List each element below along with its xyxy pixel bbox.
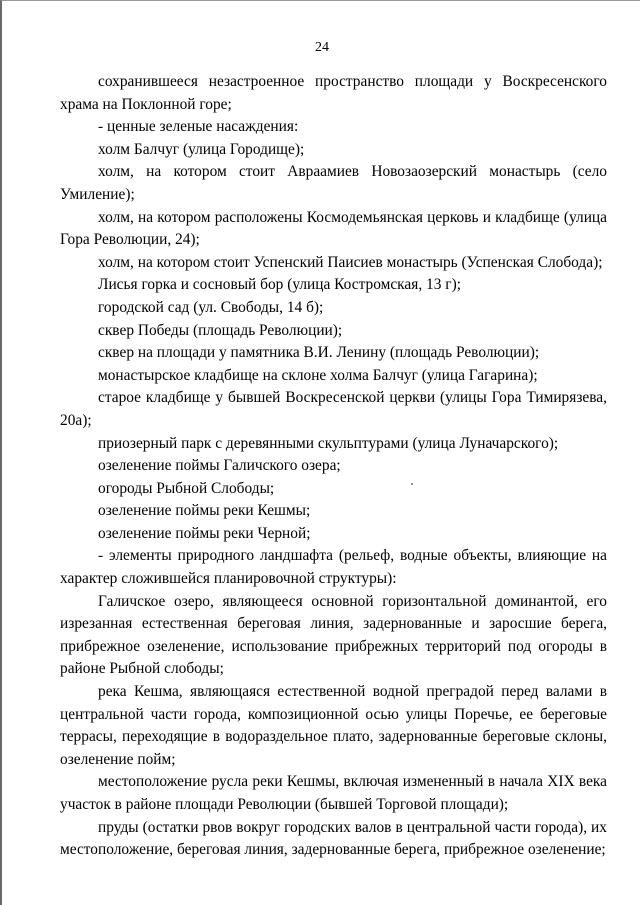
- paragraph-4: холм, на котором стоит Авраамиев Новозаозерский монастырь (село Умиление);: [60, 163, 607, 203]
- paragraph-7: Лисья горка и сосновый бор (улица Костромская, 13 г);: [98, 276, 461, 294]
- paragraph-1: сохранившееся незастроенное пространство площади у Воскресенского храма на Поклонной горе;: [60, 73, 607, 113]
- paragraph-15: огороды Рыбной Слободы;: [98, 479, 275, 497]
- paragraph-3: холм Балчуг (улица Городище);: [98, 140, 305, 158]
- paragraph-21: местоположение русла реки Кешмы, включая измененный в начала XIX века участок в районе площади Революции (бывшей Торговой площади);: [60, 773, 607, 813]
- scan-speck: [411, 483, 413, 485]
- page-number: 24: [315, 40, 329, 55]
- paragraph-20: река Кешма, являющаяся естественной водной преградой перед валами в центральной части города, композиционной осью улицы Поречье, ее береговые террасы, переходящие в водораздельное плато, задернованные береговые склоны, озеленение пойм;: [60, 683, 607, 768]
- paragraph-11: монастырское кладбище на склоне холма Балчуг (улица Гагарина);: [98, 366, 538, 384]
- paragraph-17: озеленение поймы реки Черной;: [98, 524, 311, 542]
- paragraph-19: Галичское озеро, являющееся основной горизонтальной доминантой, его изрезанная естественная береговая линия, задернованные и заросшие берега, прибрежное озеленение, использование прибрежных территорий под огороды в районе Рыбной слободы;: [60, 592, 607, 678]
- paragraph-16: озеленение поймы реки Кешмы;: [98, 502, 311, 520]
- paragraph-2: - ценные зеленые насаждения:: [98, 118, 299, 136]
- paragraph-18: - элементы природного ландшафта (рельеф, водные объекты, влияющие на характер сложившейся планировочной структуры):: [60, 547, 607, 588]
- paragraph-13: приозерный парк с деревянными скульптурами (улица Луначарского);: [98, 434, 559, 452]
- paragraph-22: пруды (остатки рвов вокруг городских валов в центральной части города), их местоположение, береговая линия, задернованные берега, прибрежное озеленение;: [60, 818, 607, 859]
- paragraph-9: сквер Победы (площадь Революции);: [98, 321, 343, 339]
- paragraph-6: холм, на котором стоит Успенский Паисиев монастырь (Успенская Слобода);: [98, 253, 603, 271]
- paragraph-5: холм, на котором расположены Космодемьянская церковь и кладбище (улица Гора Революции, 24);: [60, 208, 607, 249]
- paragraph-8: городской сад (ул. Свободы, 14 б);: [98, 298, 324, 316]
- paragraph-14: озеленение поймы Галичского озера;: [98, 457, 341, 475]
- paragraph-10: сквер на площади у памятника В.И. Ленину (площадь Революции);: [98, 344, 540, 362]
- document-body: [60, 71, 607, 862]
- paragraph-12: старое кладбище у бывшей Воскресенской церкви (улицы Гора Тимирязева, 20а);: [60, 389, 607, 429]
